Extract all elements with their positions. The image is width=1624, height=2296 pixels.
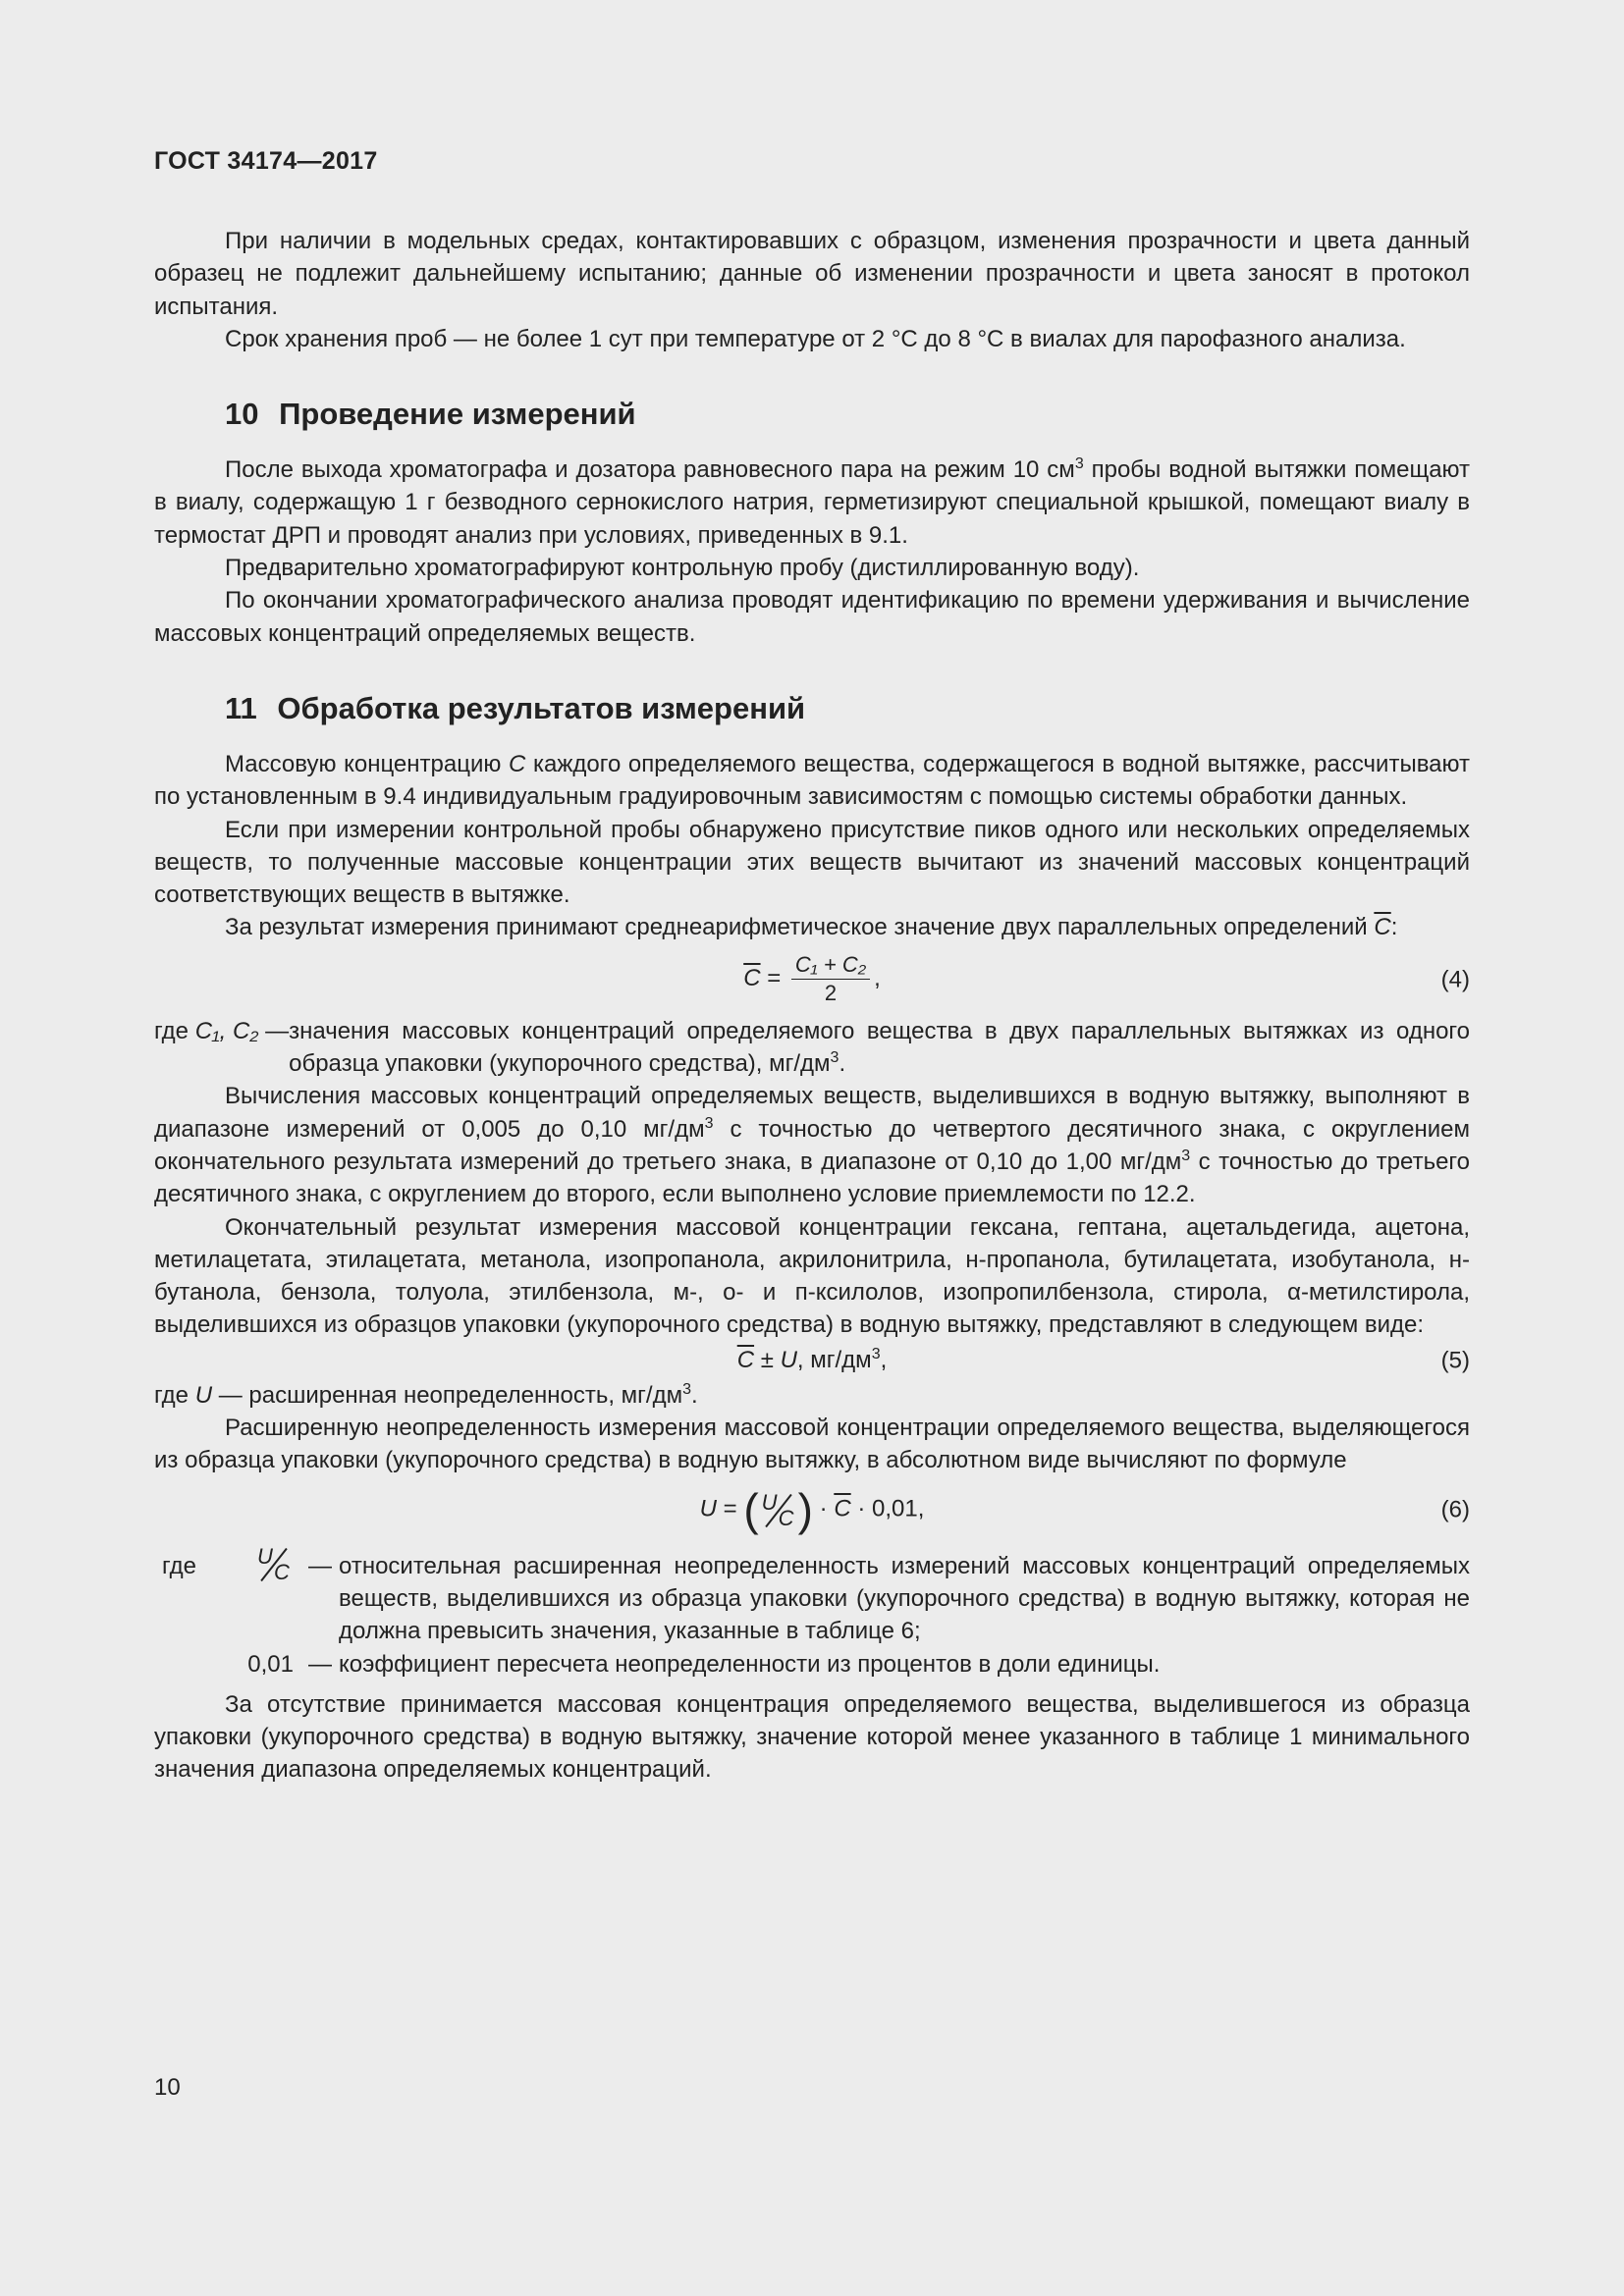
formula-5-number: (5)	[1440, 1347, 1470, 1374]
intro-paragraph-2: Срок хранения проб — не более 1 сут при температуре от 2 °C до 8 °C в виалах для парофазного анализа.	[225, 325, 1406, 352]
section-11-number: 11	[225, 690, 257, 725]
section-10-paragraph-3: По окончании хроматографического анализа проводят идентификацию по времени удерживания и вычисление массовых концентраций определяемых веществ.	[154, 587, 1470, 647]
formula-6-number: (6)	[1440, 1495, 1470, 1522]
section-11-paragraph-7: За отсутствие принимается массовая концентрация определяемого вещества, выделившегося из образца упаковки (укупорочного средства) в водную вытяжку, значение которой менее указанного в таблице 1 минимального значения диапазона определяемых концентраций.	[154, 1690, 1470, 1784]
section-10-paragraph-2: Предварительно хроматографируют контрольную пробу (дистиллированную воду).	[225, 555, 1140, 582]
formula-4: $\overline{C}$ = $\frac{\text{C₁ + C₂}}{2}$ , (4)	[743, 952, 1470, 1006]
section-10-heading	[225, 397, 1470, 432]
section-11-paragraph-4: Вычисления массовых концентраций определяемых веществ, выделившихся в водную вытяжку, выполняют в диапазоне измерений от 0,005 до 0,10 $мг/дм^3$ с точностью до четвертого десятичного знака, с округлением окончательного результата измерений до третьего знака, в диапазоне от 0,10 до 1,00 $мг/дм^3$ с точностью до третьего десятичного знака, с округлением до второго, если выполнено условие приемлемости по 12.2.	[154, 1083, 1471, 1208]
section-10-title: Проведение измерений	[279, 397, 636, 432]
intro-paragraph-1: При наличии в модельных средах, контактировавших с образцом, изменения прозрачности и цвета данный образец не подлежит дальнейшему испытанию; данные об изменении прозрачности и цвета заносят в протокол испытания.	[154, 228, 1470, 320]
page-content	[154, 225, 1470, 1787]
def-u-c-term: где U C	[162, 1543, 290, 1584]
formula-6: U = ( U C ) · $\overline{C} \cdot 0,01$, (6)	[699, 1483, 1470, 1535]
formula-6-definitions: где U C — относительная расширенная неопределенность измерений массовых концентраций определяемых веществ, выделившихся из образца упаковки (укупорочного средства) в водную вытяжку, которая не должна превысить значения, указанные в таблице 6; 0,01 — коэффициент пересчета неопределенности из процентов в доли единицы.	[154, 1550, 1470, 1681]
section-11-paragraph-3: За результат измерения принимают среднеарифметическое значение двух параллельных определений $\overline{C}$:	[225, 914, 1398, 941]
def-u-c-description: относительная расширенная неопределенность измерений массовых концентраций определяемых веществ, выделившихся из образца упаковки (укупорочного средства) в водную вытяжку, которая не должна превысить значения, указанные в таблице 6;	[339, 1552, 1470, 1645]
section-11-paragraph-6: Расширенную неопределенность измерения массовой концентрации определяемого вещества, выделяющегося из образца упаковки (укупорочного средства) в водную вытяжку, в абсолютном виде вычисляют по формуле	[154, 1415, 1470, 1474]
section-10-paragraph-1: После выхода хроматографа и дозатора равновесного пара на режим 10 $см^3$ пробы водной вытяжки помещают в виалу, содержащую 1 г безводного сернокислого натрия, герметизируют специальной крышкой, помещают виалу в термостат ДРП и проводят анализ при условиях, приведенных в 9.1.	[154, 455, 1471, 549]
formula-4-number: (4)	[1440, 966, 1470, 993]
section-11-paragraph-5: Окончательный результат измерения массовой концентрации гексана, гептана, ацетальдегида, ацетона, метилацетата, этилацетата, метанола, изопропанола, акрилонитрила, н-пропанола, бутилацетата, изобутанола, н-бутанола, бензола, толуола, этилбензола, м-, о- и п-ксилолов, изопропилбензола, стирола, α-метилстирола, выделившихся из образцов упаковки (укупорочного средства) в водную вытяжку, представляют в следующем виде:	[154, 1213, 1470, 1339]
formula-5-definition: где U — расширенная неопределенность, $мг/дм^3$.	[154, 1380, 698, 1409]
section-11-paragraph-1: Массовую концентрацию C каждого определяемого вещества, содержащегося в водной вытяжке, рассчитывают по установленным в 9.4 индивидуальным градуировочным зависимостям с помощью системы обработки данных.	[154, 750, 1470, 811]
section-11-paragraph-2: Если при измерении контрольной пробы обнаружено присутствие пиков одного или нескольких определяемых веществ, то полученные массовые концентрации этих веществ вычитают из значений массовых концентраций соответствующих веществ в вытяжке.	[154, 816, 1470, 909]
section-11-title: Обработка результатов измерений	[277, 690, 806, 725]
def-coef-description: коэффициент пересчета неопределенности из процентов в доли единицы.	[339, 1650, 1161, 1678]
section-10-number: 10	[225, 397, 259, 432]
section-11-heading	[225, 691, 1470, 726]
formula-5: $\overline{C} \pm U$, $мг/дм^3$, (5)	[154, 1342, 1470, 1379]
formula-4-definition: где C₁, C₂ — значения массовых концентраций определяемого вещества в двух параллельных вытяжках из одного образца упаковки (укупорочного средства), $мг/дм^3$.	[154, 1017, 1470, 1078]
page-number: 10	[154, 2074, 181, 2101]
document-header: ГОСТ 34174—2017	[154, 147, 378, 175]
def-coef-term: 0,01	[247, 1650, 294, 1678]
